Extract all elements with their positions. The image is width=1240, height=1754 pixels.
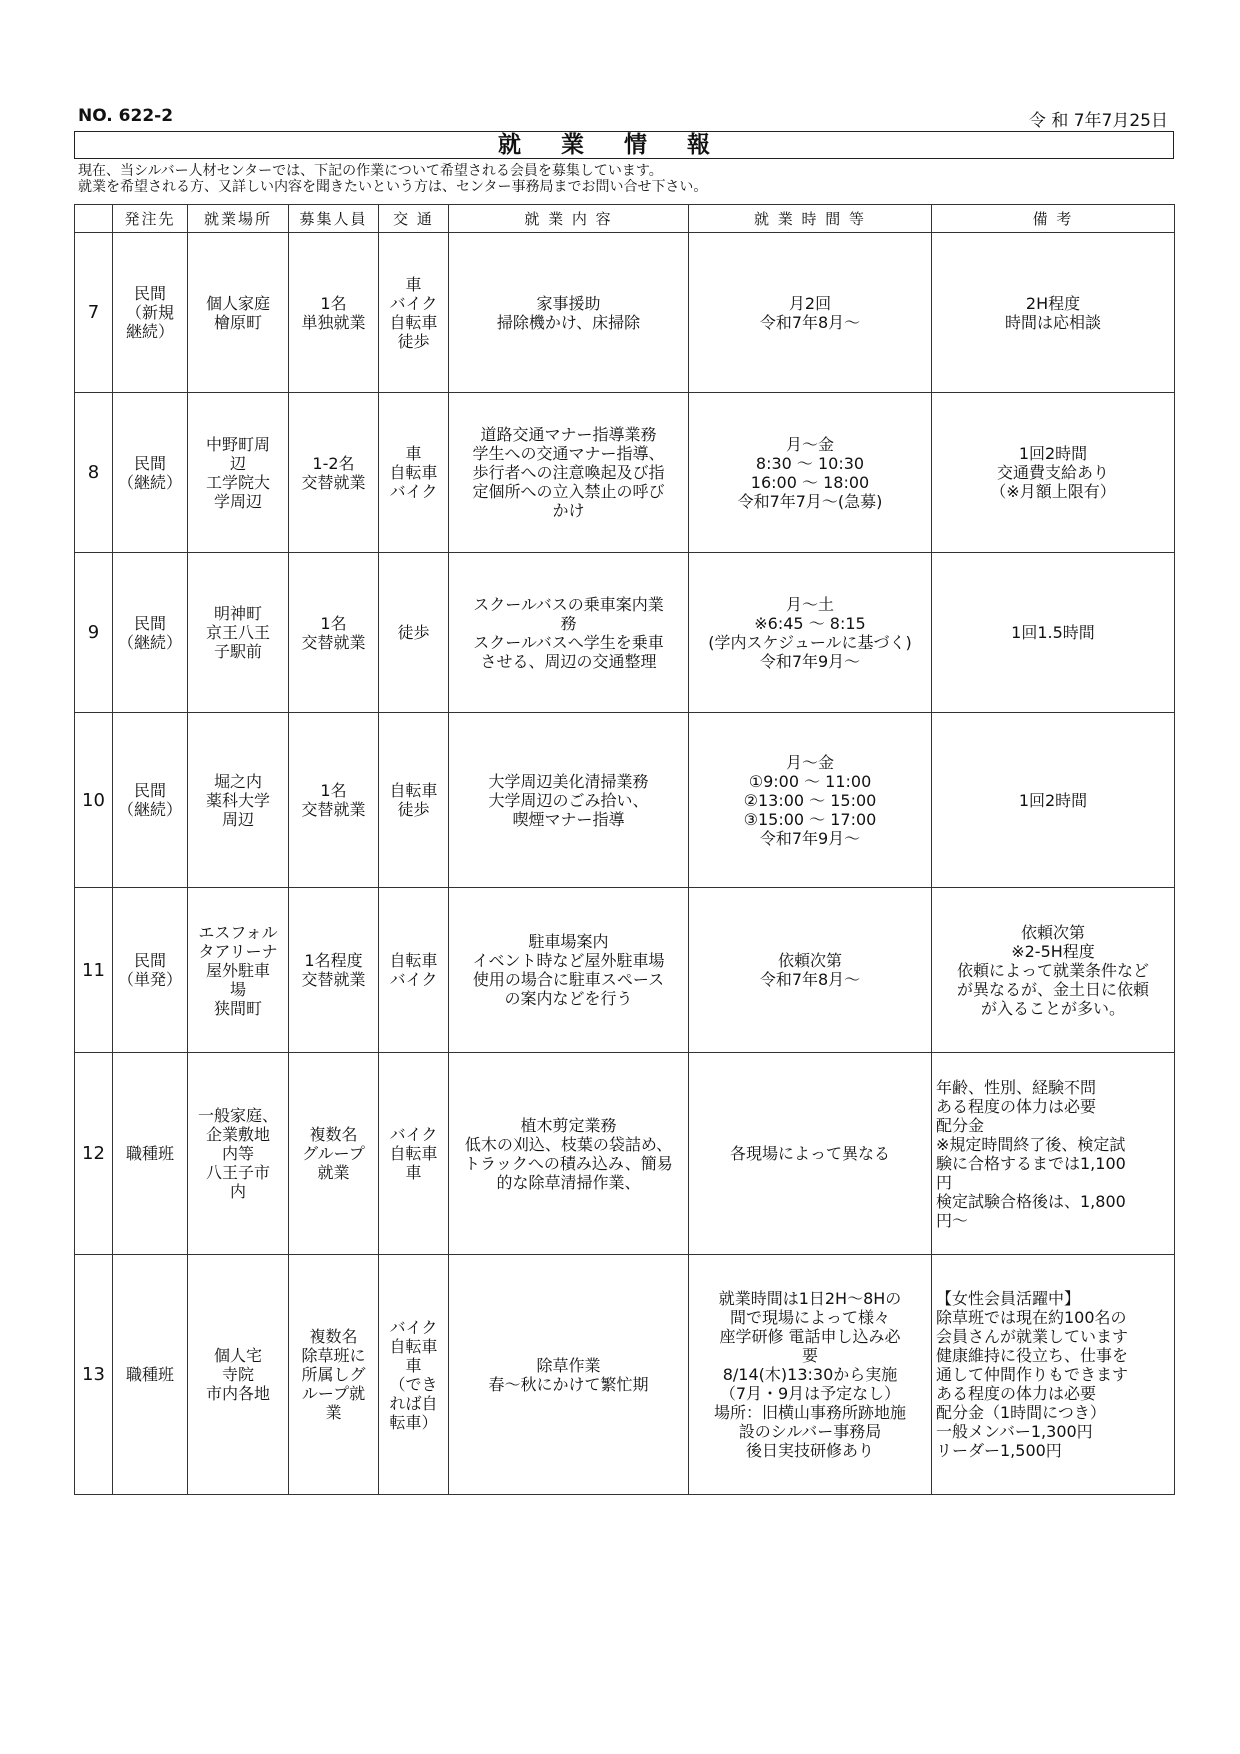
client-cell-bottom: （継続） [117,632,182,652]
people-cell-top: 1名 [320,293,347,313]
work-cell [449,888,689,1053]
note-cell [932,713,1175,888]
transport-text: 徒歩 [397,623,430,642]
time-cell-content [689,288,931,338]
client-cell [113,1255,188,1495]
time-cell-bottom: 令和7年9月～ [759,828,861,848]
work-cell-bottom: スクールバスへ学生を乗車 させる、周辺の交通整理 [473,632,664,671]
place-cell-content [188,288,288,338]
client-cell [113,888,188,1053]
note-cell-content [932,438,1174,507]
place-cell-bottom: 狭間町 [213,998,262,1018]
time-cell-item: 座学研修 電話申し込み必 要 8/14(木)13:30から実施 （7月・9月は予定なし） 場所：旧横山事務所跡地施 設のシルバー事務局 [713,1327,906,1441]
transport-text: バイク 自転車 車 （でき れば自 転車） [389,1317,438,1432]
place-cell-content [188,917,288,1024]
work-cell-bottom: 大学周辺のごみ拾い、 喫煙マナー指導 [488,790,649,829]
time-cell [689,1053,932,1255]
people-cell-top: 1名 [320,781,347,800]
client-cell-content [113,278,187,347]
people-cell-top: 1-2名 [312,453,355,473]
people-cell-top: 複数名 [309,1125,358,1144]
place-cell-top: 一般家庭、 企業敷地 内等 [197,1106,278,1163]
note-cell-content [932,288,1174,338]
people-cell-content [289,945,378,995]
row-number: 9 [75,553,113,713]
client-cell [113,713,188,888]
time-cell [689,553,932,713]
work-cell-top: スクールバスの乗車案内業 務 [473,594,664,633]
people-cell-bottom: 交替就業 [301,970,366,989]
transport-cell [379,393,449,553]
time-cell-content [689,945,931,995]
people-cell-bottom: 交替就業 [301,472,366,492]
row-number: 8 [75,393,113,553]
work-cell-bottom: 低木の刈込、枝葉の袋詰め、 トラックへの積み込み、簡易 的な除草清掃作業、 [464,1134,673,1192]
note-cell-content [932,617,1174,648]
client-cell-top: 職種班 [125,1144,174,1163]
time-cell-bottom: 令和7年8月～ [759,312,861,332]
client-cell-content [113,448,187,498]
people-cell [289,393,379,553]
client-cell-content [113,1359,187,1390]
place-cell-bottom: 市内各地 [205,1384,270,1403]
client-cell [113,393,188,553]
work-cell-top: 家事援助 [536,293,601,313]
client-cell-content [113,945,187,995]
work-cell-top: 道路交通マナー指導業務 [480,425,657,444]
client-cell-bottom: （継続） [117,800,182,819]
people-cell-bottom: グループ 就業 [302,1144,365,1182]
client-cell-content [113,1138,187,1169]
place-cell [188,553,289,713]
place-cell-bottom: 京王八王 子駅前 [205,623,270,661]
people-cell [289,553,379,713]
row-number: 13 [75,1255,113,1495]
work-cell-bottom: イベント時など屋外駐車場 使用の場合に駐車スペース の案内などを行う [472,951,665,1008]
table-row [75,233,1175,393]
note-cell-top: 2H程度 [1025,293,1081,313]
work-cell-top: 除草作業 [536,1355,601,1375]
col-header: 就 業 内 容 [449,205,689,233]
work-cell-bottom: 掃除機かけ、床掃除 [496,312,641,332]
transport-text: 自転車 バイク [389,951,438,989]
note-cell [932,393,1175,553]
work-cell-bottom: 春～秋にかけて繁忙期 [488,1374,649,1394]
work-cell [449,1255,689,1495]
work-cell-content [449,589,688,677]
people-cell-top: 複数名 [309,1327,358,1346]
table-row [75,713,1175,888]
people-cell-content [289,608,378,658]
place-cell-top: 個人宅 寺院 [213,1346,262,1384]
client-cell-content [113,608,187,658]
note-cell [932,1053,1175,1255]
time-cell [689,393,932,553]
place-cell-bottom: 檜原町 [213,312,262,332]
table-row [75,1053,1175,1255]
col-header: 就 業 時 間 等 [689,205,932,233]
time-text: 各現場によって異なる [729,1144,890,1163]
row-number: 10 [75,713,113,888]
place-cell-content [188,598,288,667]
note-cell-item: ある程度の体力は必要 [936,1384,1097,1403]
time-cell-top: 依頼次第 [777,951,842,970]
place-cell-bottom: 薬科大学 周辺 [205,790,270,829]
work-cell-top: 大学周辺美化清掃業務 [488,771,649,791]
table-header-row [75,205,1175,233]
people-cell-content [289,775,378,825]
client-cell-bottom: （継続） [117,472,182,492]
col-header: 備 考 [932,205,1175,233]
time-cell-top: 月～金 ①9:00 ～ 11:00 ②13:00 ～ 15:00 ③15:00 ～ 17:00 [743,752,877,829]
place-cell-content [188,429,288,517]
note-cell [932,553,1175,713]
place-cell-top: 中野町周 辺 [205,434,270,473]
client-cell-top: 民間 [133,613,166,633]
time-cell [689,233,932,393]
place-cell-bottom: 工学院大 学周辺 [205,472,270,511]
transport-text: バイク 自転車 車 [389,1125,438,1182]
client-cell-content [113,775,187,825]
row-number: 12 [75,1053,113,1255]
row-number: 7 [75,233,113,393]
work-cell [449,393,689,553]
people-cell-content [289,448,378,498]
place-cell [188,1255,289,1495]
client-cell [113,553,188,713]
people-cell-bottom: 交替就業 [301,632,366,652]
transport-text: 自転車 徒歩 [389,781,438,819]
note-cell-item: 健康維持に役立ち、仕事を 通して仲間作りもできます [936,1346,1129,1384]
place-cell [188,1053,289,1255]
people-cell-top: 1名 [320,613,347,633]
time-cell-item: 後日実技研修あり [745,1441,874,1460]
people-cell-content [289,1321,378,1428]
place-cell-top: エスフォル タアリーナ 屋外駐車 場 [198,922,278,999]
note-cell-bottom: 時間は応相談 [1004,312,1101,332]
issue-date: 令 和 7年7月25日 [1028,111,1168,131]
work-cell-bottom: 学生への交通マナー指導、 歩行者への注意喚起及び指 定個所への立入禁止の呼び かけ [472,444,665,520]
client-cell-bottom: （単発） [117,970,182,989]
client-cell-top: 民間 [133,453,166,473]
work-cell-content [449,926,688,1014]
client-cell [113,1053,188,1255]
transport-cell [379,888,449,1053]
place-cell-content [188,1100,288,1207]
time-cell-top: 月2回 [788,293,832,313]
time-cell-bottom: 令和7年7月～(急募) [737,491,883,511]
time-cell-top: 月～土 ※6:45 ～ 8:15 (学内スケジュールに基づく) [708,594,912,652]
people-cell [289,1255,379,1495]
note-cell-item: 【女性会員活躍中】 除草班では現在約100名の 会員さんが就業しています [936,1289,1129,1346]
note-cell-content [932,1283,1174,1466]
place-cell [188,393,289,553]
time-cell [689,1255,932,1495]
client-cell-top: 民間 [133,781,166,800]
work-cell-top: 駐車場案内 [528,932,609,951]
place-cell [188,713,289,888]
note-cell [932,1255,1175,1495]
work-cell-content [449,1110,688,1198]
note-cell-content [932,785,1174,816]
time-cell-top: 月～金 8:30 ～ 10:30 16:00 ～ 18:00 [750,434,870,492]
row-number: 11 [75,888,113,1053]
time-cell-content [689,429,931,517]
note-cell-content [932,917,1174,1024]
transport-text: 車 自転車 バイク [389,444,438,501]
transport-cell [379,553,449,713]
note-cell-content [932,1072,1174,1236]
table-body [75,233,1175,1495]
note-cell-item: ある程度の体力は必要 [936,1096,1097,1116]
note-cell [932,233,1175,393]
time-cell-bottom: 令和7年8月～ [759,970,861,989]
transport-cell [379,233,449,393]
table-row [75,393,1175,553]
doc-number: NO. 622-2 [78,106,174,126]
place-cell-content [188,1340,288,1409]
people-cell [289,233,379,393]
transport-cell [379,1053,449,1255]
time-cell [689,888,932,1053]
work-cell-content [449,766,688,835]
work-cell-content [449,419,688,526]
client-cell-top: 職種班 [125,1365,174,1384]
note-cell-item: 年齢、性別、経験不問 [936,1077,1097,1097]
work-cell-top: 植木剪定業務 [520,1115,617,1135]
work-cell [449,553,689,713]
note-cell-top: 1回2時間 [1018,790,1088,810]
place-cell-top: 明神町 [213,604,262,623]
time-cell [689,713,932,888]
header-line [74,106,1174,130]
place-cell [188,233,289,393]
note-cell [932,888,1175,1053]
intro-text [78,163,707,195]
people-cell-bottom: 交替就業 [301,800,366,819]
people-cell-content [289,288,378,338]
col-header: 発注先 [113,205,188,233]
note-cell-top: 1回1.5時間 [1011,623,1095,642]
intro-line: 現在、当シルバー人材センターでは、下記の作業について希望される会員を募集しています。 [78,163,663,179]
work-cell [449,1053,689,1255]
transport-cell [379,713,449,888]
note-cell-bottom: 依頼によって就業条件など が異なるが、金土日に依頼 が入ることが多い。 [956,960,1149,1018]
time-cell-item: 就業時間は1日2H～8Hの 間で現場によって様々 [718,1289,902,1327]
time-cell-content [689,747,931,854]
client-cell-top: 民間 [133,951,166,970]
col-header: 就業場所 [188,205,289,233]
place-cell-top: 堀之内 [213,771,262,791]
work-cell-content [449,1350,688,1400]
place-cell [188,888,289,1053]
work-cell [449,713,689,888]
table-row [75,1255,1175,1495]
place-cell-top: 個人家庭 [205,293,270,313]
people-cell-content [289,1119,378,1188]
people-cell [289,888,379,1053]
note-cell-top: 依頼次第 ※2-5H程度 [1011,922,1095,961]
people-cell-bottom: 除草班に 所属しグ ループ就 業 [301,1346,366,1422]
page-title: 就業情報 [74,131,1174,159]
table-row [75,888,1175,1053]
client-cell-top: 民間 [133,284,166,303]
col-header: 募集人員 [289,205,379,233]
time-cell-bottom: 令和7年9月～ [759,651,861,671]
people-cell [289,1053,379,1255]
time-cell-content [689,589,931,677]
transport-cell [379,1255,449,1495]
intro-line: 就業を希望される方、又詳しい内容を聞きたいという方は、センター事務局までお問い合せ下さい。 [78,179,708,195]
col-header [75,205,113,233]
client-cell-bottom: （新規 継続） [125,303,174,341]
note-cell-item: 配分金 ※規定時間終了後、検定試 験に合格するまでは1,100 円 検定試験合格後は、1,800 円～ [936,1115,1126,1230]
note-cell-bottom: 交通費支給あり （※月額上限有） [990,463,1116,501]
col-header: 交 通 [379,205,449,233]
people-cell-bottom: 単独就業 [301,312,366,332]
place-cell-bottom: 八王子市 内 [205,1163,270,1201]
people-cell [289,713,379,888]
job-table [74,204,1175,1495]
table-row [75,553,1175,713]
transport-text: 車 バイク 自転車 徒歩 [389,274,438,351]
client-cell [113,233,188,393]
time-cell-content [689,1283,931,1466]
people-cell-top: 1名程度 [304,951,363,970]
work-cell-content [449,288,688,338]
note-cell-top: 1回2時間 [1018,444,1088,463]
note-cell-item: 配分金（1時間につき） 一般メンバー1,300円 リーダー1,500円 [936,1403,1106,1460]
place-cell-content [188,766,288,835]
work-cell [449,233,689,393]
